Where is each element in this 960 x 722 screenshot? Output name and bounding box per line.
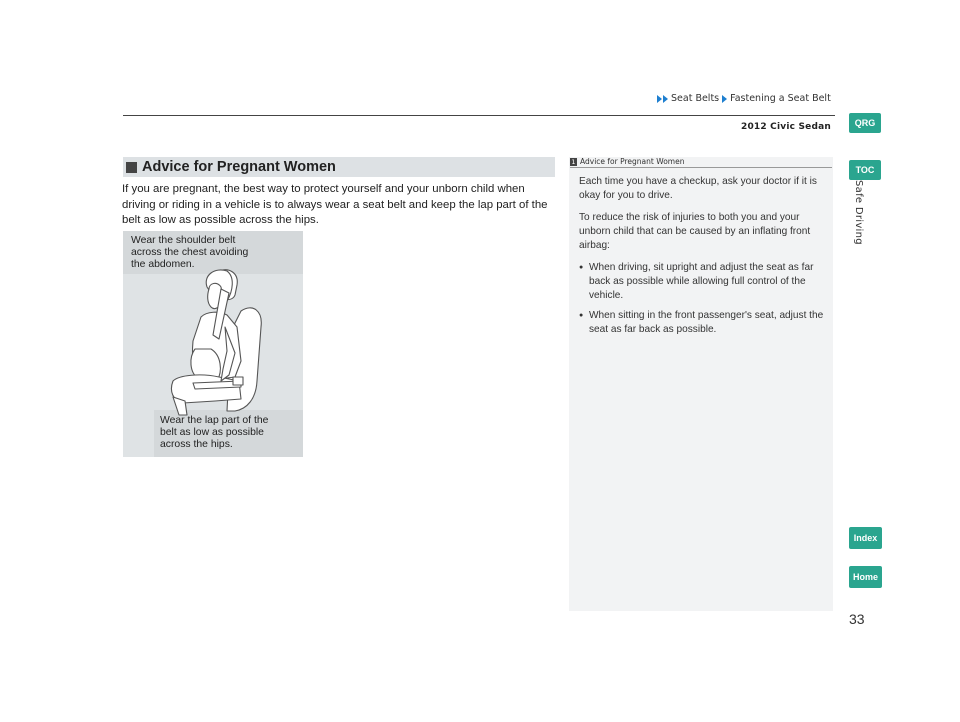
caption-lap-belt: Wear the lap part of the belt as low as possible across the hips. [160, 415, 269, 450]
section-tab-label: Safe Driving [853, 180, 864, 245]
section-body-text: If you are pregnant, the best way to protect yourself and your unborn child when driving or riding in a vehicle is to always wear a seat belt and keep the lap part of the belt as low as possible across the hips. [122, 183, 548, 227]
page-number: 33 [849, 611, 865, 627]
home-button[interactable]: Home [849, 566, 882, 588]
square-bullet-icon [126, 162, 137, 173]
section-header [123, 157, 555, 177]
section-title: Advice for Pregnant Women [142, 159, 336, 175]
note-paragraph-2: To reduce the risk of injuries to both you and your unborn child that can be caused by an inflating front airbag: [579, 212, 811, 251]
section-tab-safe-driving[interactable] [846, 180, 876, 260]
side-note-heading [570, 157, 832, 168]
caption-shoulder-belt: Wear the shoulder belt across the chest avoiding the abdomen. [131, 235, 249, 270]
breadcrumb-current-page: Fastening a Seat Belt [730, 93, 831, 104]
breadcrumb-link-seat-belts[interactable]: Seat Belts [671, 93, 720, 104]
note-paragraph-1: Each time you have a checkup, ask your doctor if it is okay for you to drive. [579, 176, 817, 201]
triangle-arrow-icon [722, 95, 727, 103]
pregnant-seat-belt-illustration [123, 231, 303, 457]
note-bullet-1: ● When driving, sit upright and adjust the seat as far back as possible while allowing full control of the vehicle. [579, 261, 827, 303]
note-bullet-2: ● When sitting in the front passenger's seat, adjust the seat as far back as possible. [579, 309, 827, 337]
side-note-body [579, 175, 827, 343]
qrg-button[interactable]: QRG [849, 113, 881, 133]
breadcrumb [657, 93, 834, 104]
toc-button[interactable]: TOC [849, 160, 881, 180]
side-note-title: Advice for Pregnant Women [580, 157, 685, 166]
triangle-arrow-icon [657, 95, 662, 103]
index-button[interactable]: Index [849, 527, 882, 549]
note-number-badge: 1 [571, 157, 576, 166]
triangle-arrow-icon [663, 95, 668, 103]
header-rule [123, 115, 835, 116]
model-title: 2012 Civic Sedan [741, 122, 832, 132]
